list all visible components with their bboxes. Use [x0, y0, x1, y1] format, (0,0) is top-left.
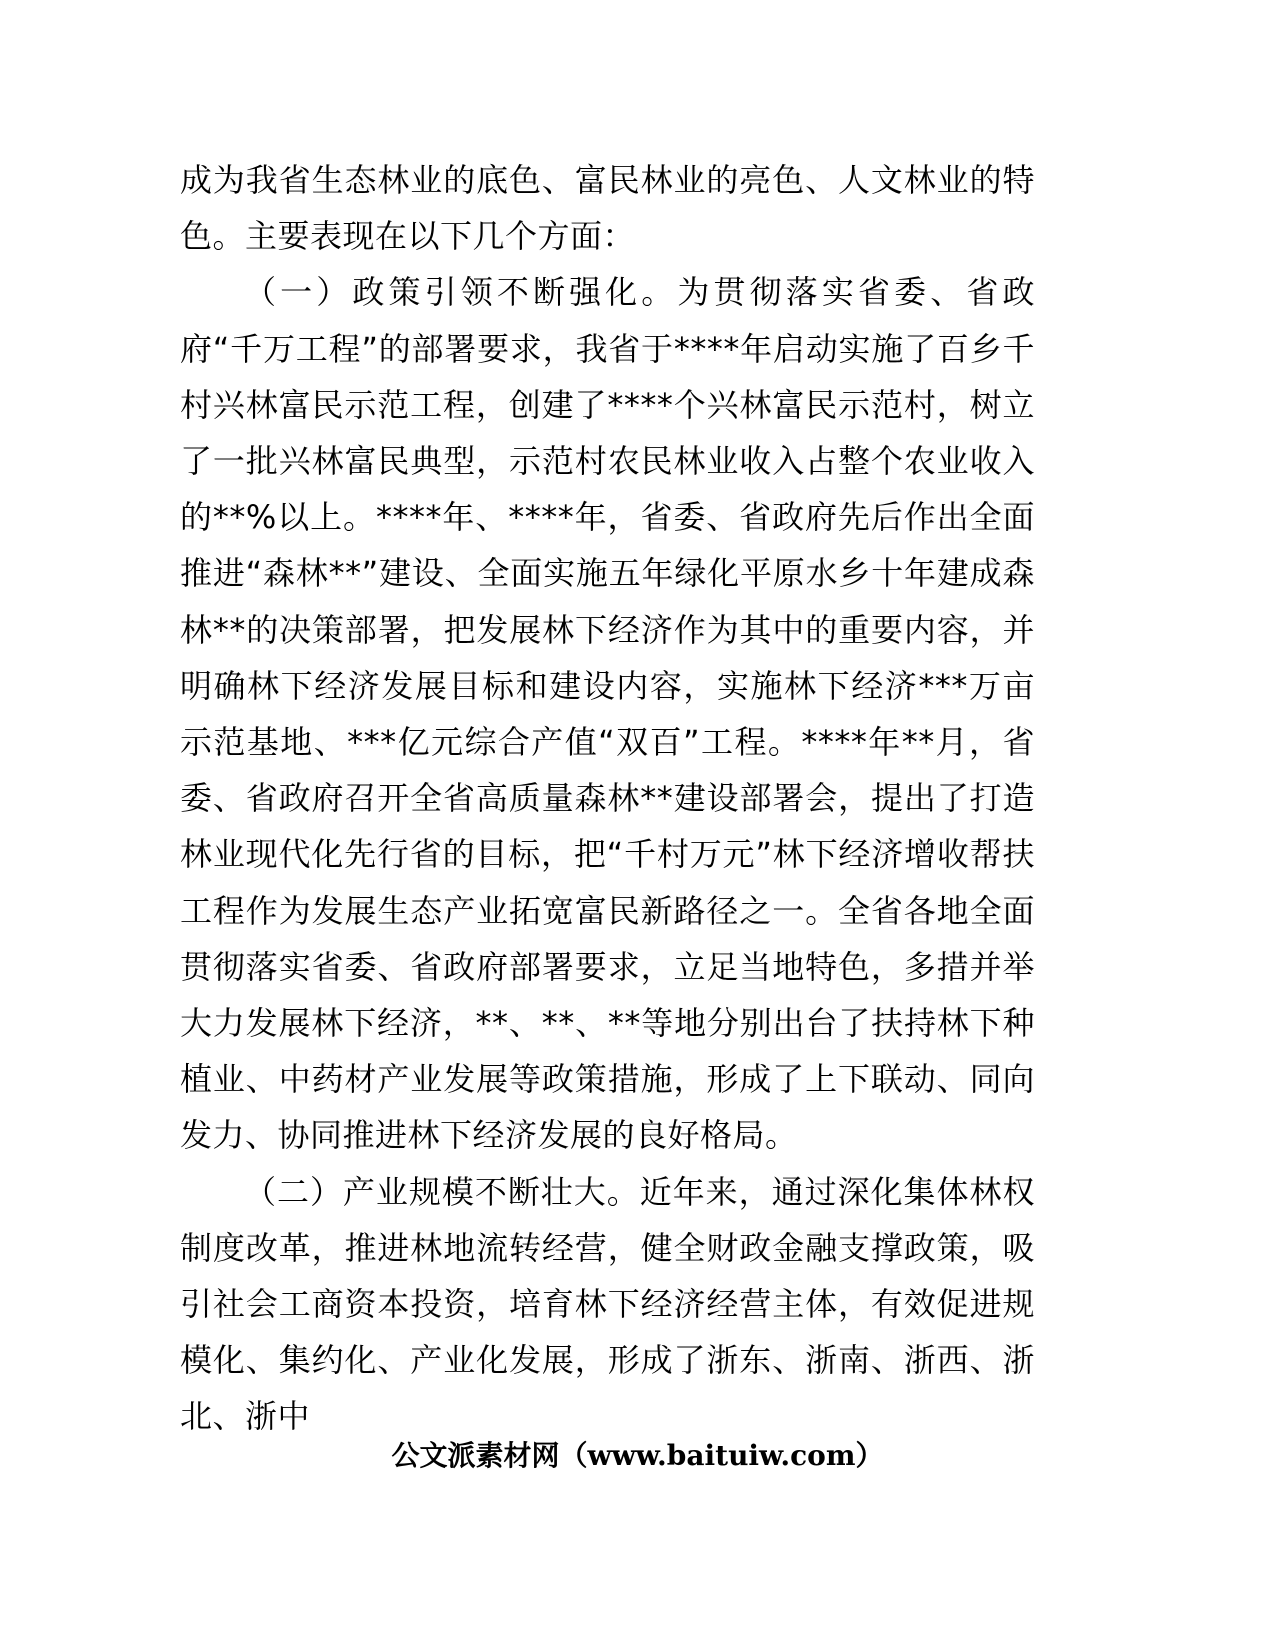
- footer-watermark: 公文派素材网（www.baituiw.com）: [391, 1439, 884, 1472]
- document-body: [180, 152, 1035, 1445]
- paragraph-industry: （二）产业规模不断壮大。近年来，通过深化集体林权制度改革，推进林地流转经营，健全财政金融支撑政策，吸引社会工商资本投资，培育林下经济经营主体，有效促进规模化、集约化、产业化发展，形成了浙东、浙南、浙西、浙北、浙中: [180, 1172, 1035, 1436]
- paragraph-intro: 成为我省生态林业的底色、富民林业的亮色、人文林业的特色。主要表现在以下几个方面：: [180, 161, 1035, 256]
- paragraph-policy: （一）政策引领不断强化。为贯彻落实省委、省政府“千万工程”的部署要求，我省于****年启动实施了百乡千村兴林富民示范工程，创建了****个兴林富民示范村，树立了一批兴林富民典型，示范村农民林业收入占整个农业收入的**%以上。****年、****年，省委、省政府先后作出全面推进“森林**”建设、全面实施五年绿化平原水乡十年建成森林**的决策部署，把发展林下经济作为其中的重要内容，并明确林下经济发展目标和建设内容，实施林下经济***万亩示范基地、***亿元综合产值“双百”工程。****年**月，省委、省政府召开全省高质量森林**建设部署会，提出了打造林业现代化先行省的目标，把“千村万元”林下经济增收帮扶工程作为发展生态产业拓宽富民新路径之一。全省各地全面贯彻落实省委、省政府部署要求，立足当地特色，多措并举大力发展林下经济，**、**、**等地分别出台了扶持林下种植业、中药材产业发展等政策措施，形成了上下联动、同向发力、协同推进林下经济发展的良好格局。: [180, 273, 1035, 1155]
